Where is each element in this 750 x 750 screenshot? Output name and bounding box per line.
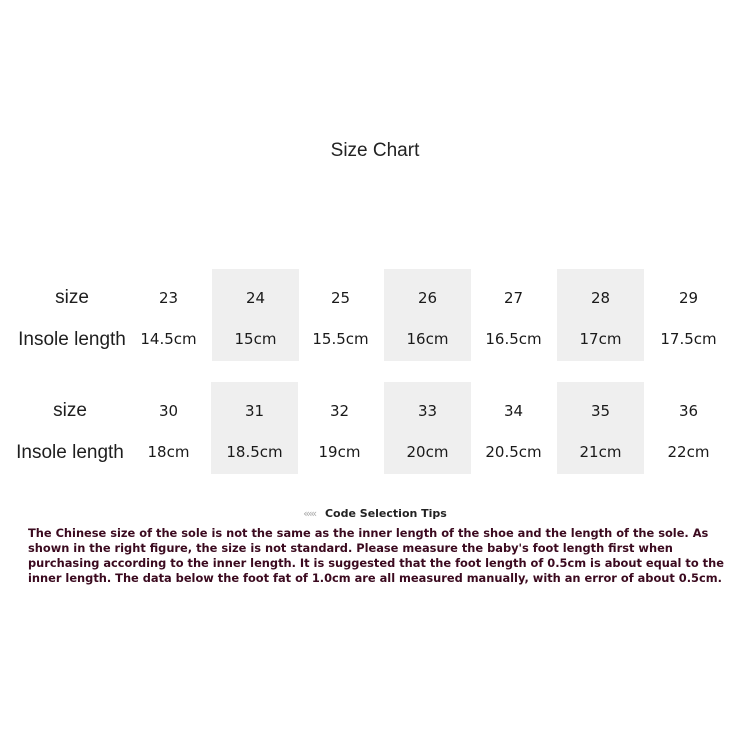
size-column bbox=[211, 382, 298, 474]
size-column bbox=[384, 269, 471, 361]
insole-length-value: 18.5cm bbox=[226, 443, 283, 461]
tips-heading: Code Selection Tips bbox=[324, 507, 447, 520]
insole-length-value: 16cm bbox=[406, 330, 449, 348]
insole-length-value: 14.5cm bbox=[140, 330, 197, 348]
size-value: 31 bbox=[244, 402, 265, 420]
size-column bbox=[297, 269, 384, 361]
size-column bbox=[557, 382, 644, 474]
insole-length-value: 17cm bbox=[579, 330, 622, 348]
size-column bbox=[384, 382, 471, 474]
size-value: 27 bbox=[503, 289, 524, 307]
size-table-2 bbox=[0, 382, 750, 474]
size-value: 33 bbox=[417, 402, 438, 420]
size-column bbox=[296, 382, 383, 474]
size-value: 36 bbox=[678, 402, 699, 420]
size-value: 34 bbox=[503, 402, 524, 420]
size-value: 32 bbox=[329, 402, 350, 420]
size-column bbox=[470, 382, 557, 474]
size-value: 26 bbox=[417, 289, 438, 307]
insole-row-label: Insole length bbox=[18, 329, 126, 350]
size-column bbox=[645, 382, 732, 474]
size-column bbox=[125, 382, 212, 474]
tips-body: The Chinese size of the sole is not the same as the inner length of the shoe and the length of the sole. As shown in the right figure, the size is not standard. Please measure the baby's foot length first when purchasing according to the inner length. It is suggested that the foot length of 0.5cm is about equal to the inner length. The data below the foot fat of 1.0cm are all measured manually, with an error of about 0.5cm. bbox=[28, 526, 724, 585]
insole-length-value: 15cm bbox=[234, 330, 277, 348]
size-column bbox=[212, 269, 299, 361]
insole-length-value: 16.5cm bbox=[485, 330, 542, 348]
size-column bbox=[645, 269, 732, 361]
chevrons-left-icon: ‹‹‹‹‹ bbox=[303, 507, 316, 520]
tips-header bbox=[0, 507, 750, 520]
insole-length-value: 20cm bbox=[406, 443, 449, 461]
size-value: 30 bbox=[158, 402, 179, 420]
size-value: 35 bbox=[590, 402, 611, 420]
size-row-label: size bbox=[55, 287, 89, 308]
insole-length-value: 19cm bbox=[318, 443, 361, 461]
insole-length-value: 22cm bbox=[667, 443, 710, 461]
insole-length-value: 21cm bbox=[579, 443, 622, 461]
size-column bbox=[557, 269, 644, 361]
size-column bbox=[470, 269, 557, 361]
insole-length-value: 15.5cm bbox=[312, 330, 369, 348]
size-value: 28 bbox=[590, 289, 611, 307]
size-value: 24 bbox=[245, 289, 266, 307]
size-value: 23 bbox=[158, 289, 179, 307]
insole-row-label: Insole length bbox=[16, 442, 124, 463]
size-row-label: size bbox=[53, 400, 87, 421]
insole-length-value: 20.5cm bbox=[485, 443, 542, 461]
size-column bbox=[125, 269, 212, 361]
size-table-1 bbox=[0, 269, 750, 361]
size-value: 25 bbox=[330, 289, 351, 307]
insole-length-value: 18cm bbox=[147, 443, 190, 461]
size-value: 29 bbox=[678, 289, 699, 307]
page-title: Size Chart bbox=[330, 140, 420, 161]
insole-length-value: 17.5cm bbox=[660, 330, 717, 348]
